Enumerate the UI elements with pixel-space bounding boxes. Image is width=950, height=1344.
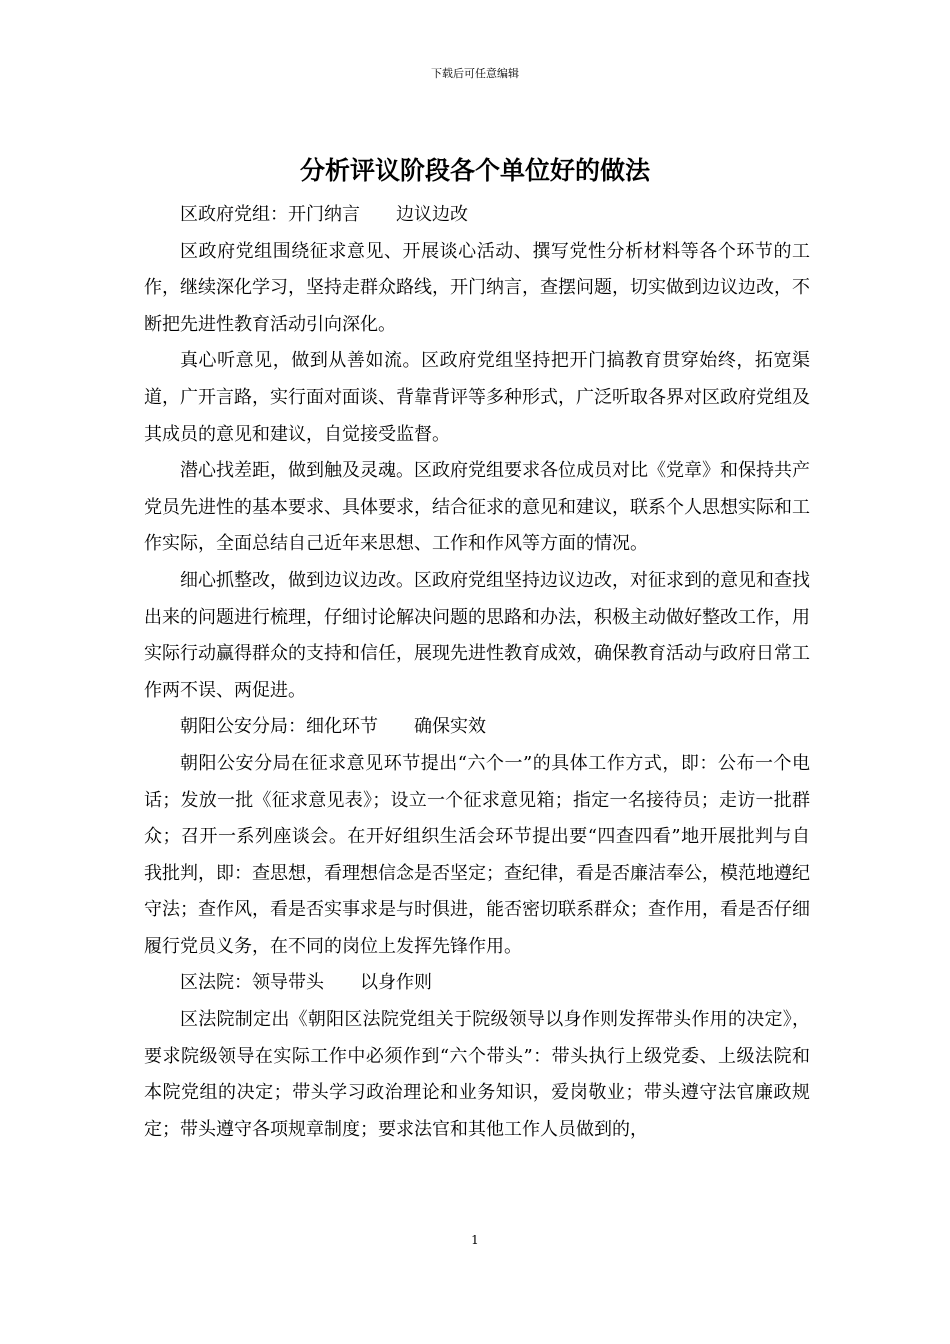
header-note: 下载后可任意编辑 [431, 67, 519, 80]
document-title: 分析评议阶段各个单位好的做法 [299, 156, 650, 185]
section-heading-district-court: 区法院：领导带头 以身作则 [180, 972, 432, 994]
body-paragraph: 潜心找差距，做到触及灵魂。区政府党组要求各位成员对比《党章》和保持共产党员先进性的基本要求、具体要求，结合征求的意见和建议，联系个人思想实际和工作实际，全面总结自己近年来思想、工作和作风等方面的情况。 [144, 460, 810, 555]
body-paragraph: 区政府党组围绕征求意见、开展谈心活动、撰写党性分析材料等各个环节的工作，继续深化学习，坚持走群众路线，开门纳言，查摆问题，切实做到边议边改，不断把先进性教育活动引向深化。 [144, 240, 810, 335]
page-number: 1 [471, 1233, 479, 1247]
section-heading-district-government: 区政府党组：开门纳言 边议边改 [180, 204, 468, 225]
body-paragraph: 区法院制定出《朝阳区法院党组关于院级领导以身作则发挥带头作用的决定》，要求院级领导在实际工作中必须作到“六个带头”：带头执行上级党委、上级法院和本院党组的决定；带头学习政治理论和业务知识，爱岗敬业；带头遵守法官廉政规定；带头遵守各项规章制度；要求法官和其他工作人员做到的， [144, 1009, 810, 1140]
document-body [144, 197, 810, 1148]
body-paragraph: 真心听意见，做到从善如流。区政府党组坚持把开门搞教育贯穿始终，拓宽渠道，广开言路，实行面对面谈、背靠背评等多种形式，广泛听取各界对区政府党组及其成员的意见和建议，自觉接受监督。 [144, 350, 810, 445]
body-paragraph: 朝阳公安分局在征求意见环节提出“六个一”的具体工作方式，即：公布一个电话；发放一批《征求意见表》；设立一个征求意见箱；指定一名接待员；走访一批群众；召开一系列座谈会。在开好组织生活会环节提出要“四查四看”地开展批判与自我批判，即：查思想，看理想信念是否坚定；查纪律，看是否廉洁奉公，模范地遵纪守法；查作风，看是否实事求是与时俱进，能否密切联系群众；查作用，看是否仔细履行党员义务，在不同的岗位上发挥先锋作用。 [144, 752, 810, 957]
section-heading-public-security: 朝阳公安分局：细化环节 确保实效 [180, 716, 486, 738]
body-paragraph: 细心抓整改，做到边议边改。区政府党组坚持边议边改，对征求到的意见和查找出来的问题进行梳理，仔细讨论解决问题的思路和办法，积极主动做好整改工作，用实际行动赢得群众的支持和信任，展现先进性教育成效，确保教育活动与政府日常工作两不误、两促进。 [144, 569, 810, 701]
